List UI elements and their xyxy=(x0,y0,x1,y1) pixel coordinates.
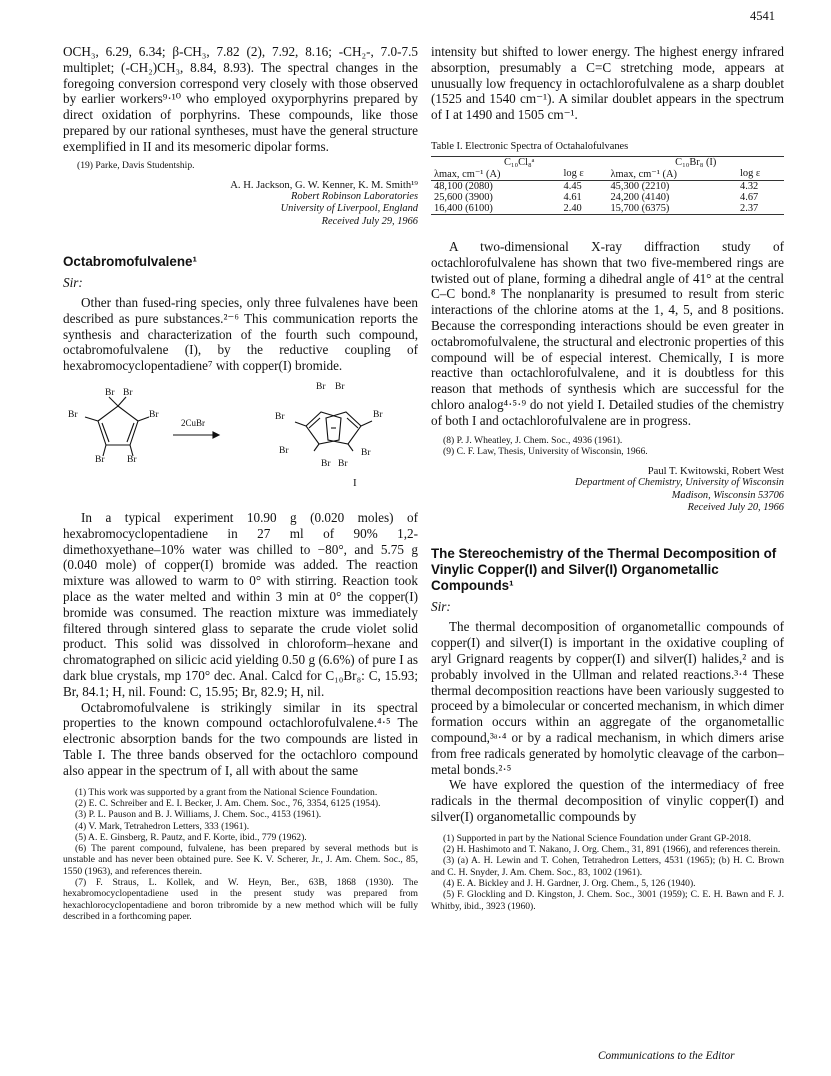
br-label: Br xyxy=(68,410,78,421)
footnotes xyxy=(431,435,784,458)
br-label: Br xyxy=(335,382,345,393)
table-cell: 4.67 xyxy=(740,191,759,203)
prev-article-footnote: (19) Parke, Davis Studentship. xyxy=(77,159,195,171)
table-cell: 2.40 xyxy=(563,202,582,214)
br-label: Br xyxy=(275,412,285,423)
table-column-header: log ε xyxy=(563,168,584,180)
paragraph: Other than fused-ring species, only three fulvalenes have been described as pure substances.²⁻⁶ This communication reports the synthesis and characterization of the fourth such compound, octabromofulvalene (I), by the reductive coupling of hexabromocyclopentadiene⁷ with copper(I) bromide. xyxy=(63,295,418,374)
table-cell: 4.61 xyxy=(563,191,582,203)
table-column-header: λmax, cm⁻¹ (A) xyxy=(610,168,677,180)
br-label: Br xyxy=(373,410,383,421)
footnote: (2) E. C. Schreiber and E. I. Becker, J. Am. Chem. Soc., 76, 3354, 6125 (1954). xyxy=(75,797,381,809)
br-label: Br xyxy=(127,455,137,466)
footnote: (4) V. Mark, Tetrahedron Letters, 333 (1961). xyxy=(75,820,250,832)
spectra-table xyxy=(431,156,784,215)
table-row xyxy=(431,203,784,215)
table-row xyxy=(431,192,784,203)
table-column-header: log ε xyxy=(740,168,761,180)
br-label: Br xyxy=(149,410,159,421)
table-cell: 25,600 (3900) xyxy=(434,191,493,203)
article-authors: Paul T. Kwitowski, Robert West xyxy=(647,466,784,478)
salutation: Sir: xyxy=(63,275,83,291)
table-cell: 4.45 xyxy=(563,180,582,192)
table-cell: 48,100 (2080) xyxy=(434,180,493,192)
left-column xyxy=(63,44,418,922)
article-title: Octabromofulvalene¹ xyxy=(63,254,197,270)
footnote: (8) P. J. Wheatley, J. Chem. Soc., 4936 (1961). xyxy=(443,434,623,446)
table-cell: 4.32 xyxy=(740,180,759,192)
footnote: (2) H. Hashimoto and T. Nakano, J. Org. Chem., 31, 891 (1966), and references therein. xyxy=(443,844,781,856)
paragraph: A two-dimensional X-ray diffraction study of octachlorofulvalene has shown that two five-membered rings are twisted out of plane, forming a dihedral angle of 41° at the central C–C bond.⁸ The nonplanarity is presumed to result from steric interactions of the chlorine atoms at the 1, 4, 5, and 8 positions. Because the corresponding interactions should be even greater in octabromofulvalene, the structural and electronic properties of this compound will be of especial interest. Chemically, I is more reactive than octachlorofulvalene, and it is doubtless for this reason that methods of synthesis which are successful for the chloro analog⁴·⁵·⁹ do not yield I. Detailed studies of the chemistry of both I and octachlorofulvalene are in progress. xyxy=(431,238,784,428)
footnote: (4) E. A. Bickley and J. H. Gardner, J. Org. Chem., 5, 126 (1940). xyxy=(443,877,696,889)
footnote: (3) P. L. Pauson and B. J. Williams, J. Chem. Soc., 4153 (1961). xyxy=(75,809,322,821)
page-footer: Communications to the Editor xyxy=(598,1050,735,1062)
footnotes xyxy=(63,787,418,923)
table-cell: 15,700 (6375) xyxy=(610,202,670,214)
footnote: (1) This work was supported by a grant from the National Science Foundation. xyxy=(75,786,378,798)
footnotes xyxy=(431,833,784,912)
br-label: Br xyxy=(338,459,348,470)
footnote: (5) F. Glockling and D. Kingston, J. Chem. Soc., 3001 (1959); C. E. H. Bawn and F. J. Whitby, ibid., 3923 (1960). xyxy=(431,889,784,912)
right-column xyxy=(431,44,784,912)
footnote: (5) A. E. Ginsberg, R. Pautz, and F. Korte, ibid., 779 (1962). xyxy=(75,831,307,843)
compound-label: I xyxy=(353,477,357,490)
br-label: Br xyxy=(316,382,326,393)
paragraph: In a typical experiment 10.90 g (0.020 moles) of hexabromocyclopentadiene in 27 ml of 90% 1,2-dimethoxyethane–10% water was chilled to −80°, and 5.75 g (0.040 mole) of copper(I) bromide was added. The reaction mixture was allowed to warm to 0° with stirring. Reaction took place as the water melted and within 3 min at 0° the copper(I) bromide was consumed. The reaction mixture was immediately filtered through sintered glass to separate the crude violet solid product. This solid was dissolved in chloroform–hexane and chromatographed on silicic acid yielding 0.50 g (6.6%) of pure I as dark blue crystals, mp 170° dec. Anal. Calcd for C₁₀Br₈: C, 15.93; Br, 84.1; H, nil. Found: C, 15.95; Br, 82.9; H, nil. xyxy=(63,510,418,699)
table-caption: Table I. Electronic Spectra of Octahalofulvanes xyxy=(431,140,629,152)
footnote: (6) The parent compound, fulvalene, has been prepared by several methods but is unstable and has never been obtained pure. See K. V. Scherer, Jr., J. Am. Chem. Soc., 85, 1550 (1963), and references therein. xyxy=(63,843,418,877)
page-number: 4541 xyxy=(750,9,775,23)
paragraph: The thermal decomposition of organometallic compounds of copper(I) and silver(I) is important in the oxidative coupling of aryl Grignard reagents by copper(I) and silver(I) halides,² and is probably involved in the Ullman and related reactions.³·⁴ These thermal decomposition reactions have been variously suggested to proceed by a bimolecular or concerted mechanism, in which dimer formation occurs within an aggregate of the organometallic compound,³ᵃ·⁴ or by a radical mechanism, in which dimers arise from free radicals generated by homolytic cleavage of the carbon–metal bonds.²·⁵ xyxy=(431,619,784,777)
paragraph: Octabromofulvalene is strikingly similar in its spectral properties to the known compound octachlorofulvalene.⁴·⁵ The electronic absorption bands for the two compounds are listed in Table I. The three bands observed for the octachloro compound also appear in the spectrum of I, all with about the same xyxy=(63,699,418,778)
br-label: Br xyxy=(123,388,133,399)
table-cell: 2.37 xyxy=(740,202,759,214)
affiliation-line: Madison, Wisconsin 53706 xyxy=(671,489,784,501)
cyclopentadiene-ring xyxy=(98,406,138,445)
footnote: (1) Supported in part by the National Science Foundation under Grant GP-2018. xyxy=(443,832,752,844)
table-column-header: λmax, cm⁻¹ (A) xyxy=(434,168,501,180)
br-label: Br xyxy=(95,455,105,466)
table-group-header: C₁₀Cl₈ᵃ xyxy=(504,156,535,168)
affiliation-line: Robert Robinson Laboratories xyxy=(290,190,418,202)
footnote: (9) C. F. Law, Thesis, University of Wisconsin, 1966. xyxy=(443,445,648,457)
reagent-label: 2CuBr xyxy=(181,418,206,429)
table-row xyxy=(431,180,784,192)
affiliation-line: Department of Chemistry, University of Wisconsin xyxy=(575,477,784,489)
article-title: The Stereochemistry of the Thermal Decomposition of Vinylic Copper(I) and Silver(I) Organometallic Compounds¹ xyxy=(431,546,777,594)
br-label: Br xyxy=(321,459,331,470)
table-cell: 24,200 (4140) xyxy=(610,191,670,203)
affiliation-line: University of Liverpool, England xyxy=(280,203,418,215)
prev-article-authors: A. H. Jackson, G. W. Kenner, K. M. Smith¹⁹ xyxy=(230,179,418,191)
reaction-scheme xyxy=(63,382,418,490)
received-date: Received July 20, 1966 xyxy=(687,501,784,513)
table-cell: 45,300 (2210) xyxy=(610,180,670,192)
table-cell: 16,400 (6100) xyxy=(434,202,493,214)
footnote: (3) (a) A. H. Lewin and T. Cohen, Tetrahedron Letters, 4531 (1965); (b) H. C. Brown and C. H. Snyder, J. Am. Chem. Soc., 83, 1002 (1961). xyxy=(431,855,784,878)
prev-article-text: OCH₃, 6.29, 6.34; β-CH₃, 7.82 (2), 7.92, 8.16; -CH₂-, 7.0-7.5 multiplet; (-CH₂)CH₃, 8.84, 8.93). The spectral changes in the foregoing conversion correspond very closely with those observed by earlier workers⁹·¹⁰ who employed oxyporphyrins prepared by direct oxidation of porphyrins. These compounds, like those prepared by our rational syntheses, must have the general structure exemplified in II and its mesomeric dipolar forms. xyxy=(63,44,418,154)
br-label: Br xyxy=(361,448,371,459)
reaction-scheme-drawing xyxy=(63,388,418,478)
paragraph: We have explored the question of the intermediacy of free radicals in the thermal decomposition of vinylic copper(I) and silver(I) organometallic compounds by xyxy=(431,777,784,824)
article-affiliation xyxy=(431,477,784,514)
salutation: Sir: xyxy=(431,599,451,615)
paragraph: intensity but shifted to lower energy. The highest energy infrared absorption, presumably a C=C stretching mode, appears at unusually low frequency in octachlorofulvalene as a sharp doublet (1525 and 1540 cm⁻¹). A similar doublet appears in the spectrum of I at 1490 and 1505 cm⁻¹. xyxy=(431,44,784,123)
table-group-header: C₁₀Br₈ (I) xyxy=(675,156,717,168)
prev-article-affiliation xyxy=(63,191,418,228)
footnote: (7) F. Straus, L. Kollek, and W. Heyn, Ber., 63B, 1868 (1930). The hexabromocyclopentadiene used in the present study was prepared from hexachlorocyclopentadiene and boron tribromide by a new method which will be fully described in a forthcoming paper. xyxy=(63,877,418,922)
received-date: Received July 29, 1966 xyxy=(321,215,418,227)
br-label: Br xyxy=(105,388,115,399)
br-label: Br xyxy=(279,446,289,457)
